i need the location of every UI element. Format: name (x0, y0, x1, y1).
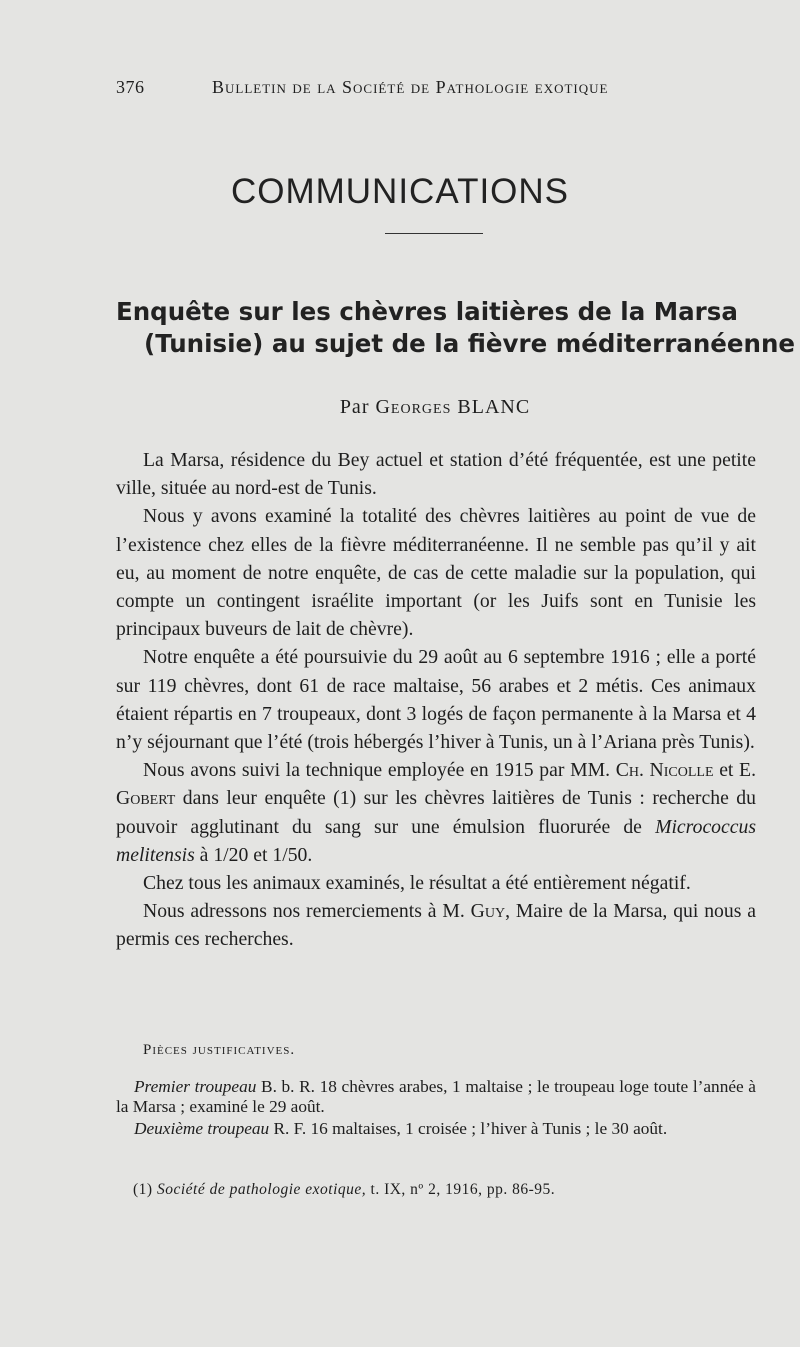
article-title-line-2: (Tunisie) au sujet de la fièvre méditerranéenne (144, 329, 796, 358)
running-title: Bulletin de la Société de Pathologie exotique (212, 77, 609, 97)
footnote-reference: t. IX, nº 2, 1916, pp. 86-95. (370, 1181, 556, 1198)
paragraph-1: La Marsa, résidence du Bey actuel et station d’été fréquentée, est une petite ville, située au nord-est de Tunis. (116, 449, 756, 500)
mayor-name: Guy (470, 900, 506, 923)
author-last-name: BLANC (457, 396, 531, 418)
article-title (116, 296, 796, 360)
paragraph-6-text-b: , Maire de la Marsa, qui nous a permis ces recherches. (116, 900, 756, 951)
author-ref-nicolle: Ch. Nicolle (615, 759, 714, 782)
paragraph-4-text-a: Nous avons suivi la technique employée en 1915 par MM. (143, 759, 611, 782)
pieces-list (116, 1077, 756, 1141)
paragraph-4-text-d: à 1/20 et 1/50. (199, 843, 313, 866)
footnote-journal: Société de pathologie exotique, (156, 1181, 367, 1198)
byline (0, 396, 800, 419)
paragraph-3: Notre enquête a été poursuivie du 29 août au 6 septembre 1916 ; elle a porté sur 119 chèvres, dont 61 de race maltaise, 56 arabes et 2 métis. Ces animaux étaient répartis en 7 troupeaux, dont 3 logés de façon permanente à la Marsa et 4 n’y séjournant que l’été (trois hébergés l’hiver à Tunis, un à l’Ariana près Tunis). (116, 646, 756, 754)
species-name: Micrococcus melitensis (116, 815, 757, 866)
paragraph-4-text-c: dans leur enquête (1) sur les chèvres laitières de Tunis : recherche du pouvoir agglutinant du sang sur une émulsion fluorurée de (116, 787, 756, 838)
section-divider (385, 233, 483, 234)
paragraph-6 (116, 897, 756, 953)
piece-item-1-label: Premier troupeau (134, 1077, 257, 1096)
piece-item-2-text: R. F. 16 maltaises, 1 croisée ; l’hiver à Tunis ; le 30 août. (273, 1119, 668, 1138)
byline-prefix: Par (339, 396, 370, 418)
pieces-heading: Pièces justificatives. (143, 1042, 296, 1058)
piece-item-1-text: B. b. R. 18 chèvres arabes, 1 maltaise ; le troupeau loge toute l’année à la Marsa ; examiné le 29 août. (116, 1077, 756, 1116)
author-first-name: Georges (375, 396, 452, 418)
section-title: COMMUNICATIONS (230, 172, 570, 211)
piece-item-1 (116, 1077, 756, 1117)
author-ref-gobert: Gobert (116, 787, 176, 810)
piece-item-2 (116, 1119, 756, 1139)
footnote-marker: (1) (133, 1181, 153, 1198)
paragraph-5: Chez tous les animaux examinés, le résultat a été entièrement négatif. (143, 872, 691, 895)
paragraph-4-text-b: et E. (719, 759, 757, 782)
piece-item-2-label: Deuxième troupeau (134, 1119, 270, 1138)
footnote (133, 1181, 753, 1199)
paragraph-4 (116, 756, 756, 869)
paragraph-6-text-a: Nous adressons nos remerciements à M. (143, 900, 465, 923)
paragraph-2: Nous y avons examiné la totalité des chèvres laitières au point de vue de l’existence chez elles de la fièvre méditerranéenne. Il ne semble pas qu’il y ait eu, au moment de notre enquête, de cas de cette maladie sur la population, qui compte un contingent israélite important (or les Juifs sont en Tunisie les principaux buveurs de lait de chèvre). (116, 505, 756, 641)
page-number: 376 (116, 77, 145, 97)
article-title-line-1: Enquête sur les chèvres laitières de la Marsa (116, 297, 738, 326)
article-body (116, 446, 756, 954)
